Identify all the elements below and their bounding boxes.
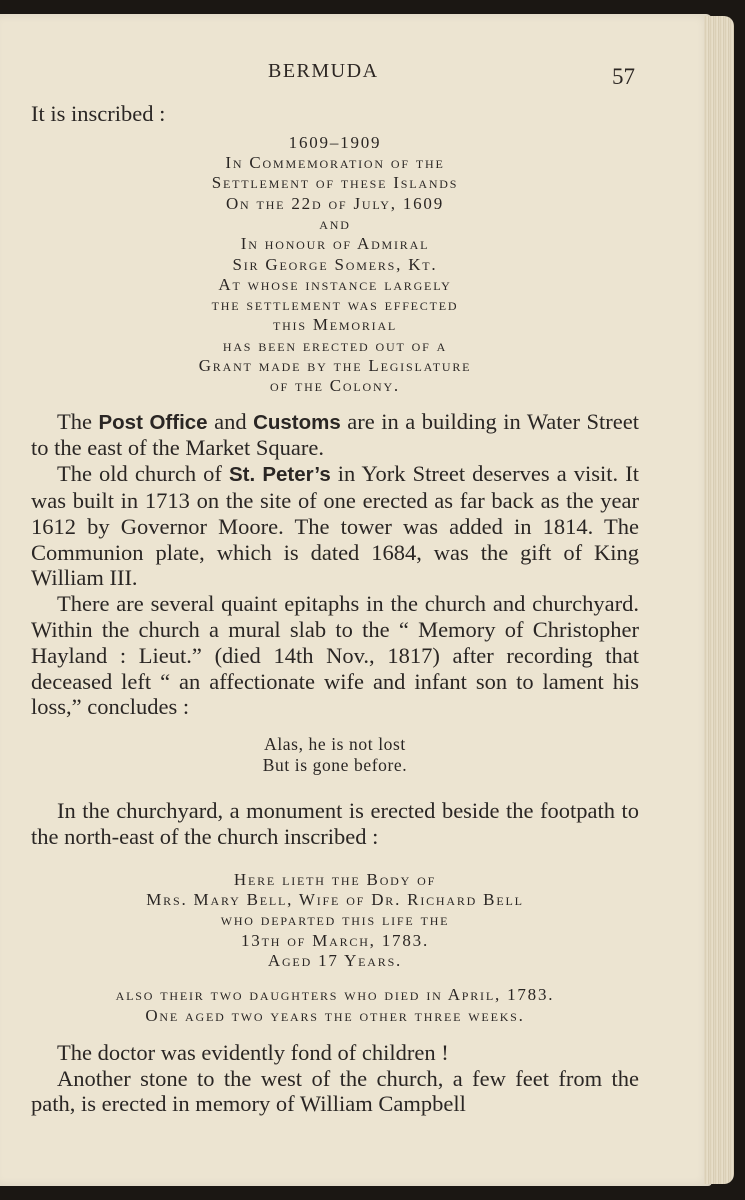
text-run: The old church of: [57, 461, 229, 487]
page-edges: [704, 16, 734, 1184]
epitaph-quote: [31, 734, 639, 776]
inscription-line: and: [319, 213, 351, 233]
text-run: The: [57, 408, 99, 434]
tomb-line: One aged two years the other three weeks.: [145, 1005, 525, 1025]
inscription-line: In Commemoration of the: [225, 153, 445, 173]
text-run: are in a building in Water Street to the east of the Market Square.: [31, 408, 639, 461]
text-run: and: [207, 408, 254, 434]
inscription-line: Settlement of these Islands: [211, 173, 459, 193]
memorial-inscription: [31, 133, 639, 397]
tomb-inscription: [31, 870, 639, 1026]
inscription-line: the settlement was effected: [211, 295, 459, 315]
spacer: [31, 971, 639, 985]
tomb-line: Here lieth the Body of: [233, 869, 437, 889]
tomb-line: who departed this life the: [220, 910, 450, 930]
paragraph-doctor: The doctor was evidently fond of children !: [57, 1039, 449, 1065]
inscription-line: 1609–1909: [288, 132, 382, 152]
paragraph-st-peters: [31, 461, 639, 591]
inscription-line: Sir George Somers, Kt.: [232, 254, 438, 274]
inscription-line: of the Colony.: [270, 376, 400, 396]
intro-line: It is inscribed :: [31, 101, 166, 126]
tomb-line: also their two daughters who died in April, 1783.: [115, 985, 555, 1005]
inscription-line: Grant made by the Legislature: [198, 356, 472, 376]
bold-post-office: Post Office: [98, 410, 208, 434]
text-run: in York Street deserves a visit. It was built in 1713 on the site of one erected as far back as the year 1612 by Governor Moore. The tower was added in 1814. The Communion plate, which is dated 1684, was the gift of King William III.: [31, 461, 639, 591]
inscription-line: this Memorial: [272, 315, 398, 335]
inscription-line: At whose instance largely: [218, 274, 452, 294]
tomb-line: 13th of March, 1783.: [240, 930, 430, 950]
page-header: [0, 60, 712, 94]
tomb-line: Mrs. Mary Bell, Wife of Dr. Richard Bell: [146, 890, 524, 910]
body-text: [31, 101, 639, 1117]
paragraph-post-office: [31, 409, 639, 462]
inscription-line: has been erected out of a: [222, 335, 448, 355]
inscription-line: In honour of Admiral: [240, 234, 430, 254]
bold-st-peters: St. Peter’s: [229, 463, 331, 487]
bold-customs: Customs: [253, 410, 341, 434]
paragraph-epitaphs: There are several quaint epitaphs in the church and churchyard. Within the church a mural slab to the “ Memory of Christopher Hayland : Lieut.” (died 14th Nov., 1817) after recording that deceased left “ an affectionate wife and infant son to lament his loss,” concludes :: [31, 591, 639, 720]
paragraph-churchyard: In the churchyard, a monument is erected beside the footpath to the north-east of the church inscribed :: [31, 798, 639, 850]
running-head: BERMUDA: [268, 60, 379, 82]
page-number: 57: [612, 64, 635, 89]
paragraph-campbell: Another stone to the west of the church, a few feet from the path, is erected in memory of William Campbell: [31, 1065, 639, 1117]
tomb-line: Aged 17 Years.: [267, 951, 403, 970]
inscription-line: On the 22d of July, 1609: [225, 193, 445, 213]
epitaph-line: Alas, he is not lost: [264, 734, 406, 755]
epitaph-line: But is gone before.: [262, 755, 408, 776]
